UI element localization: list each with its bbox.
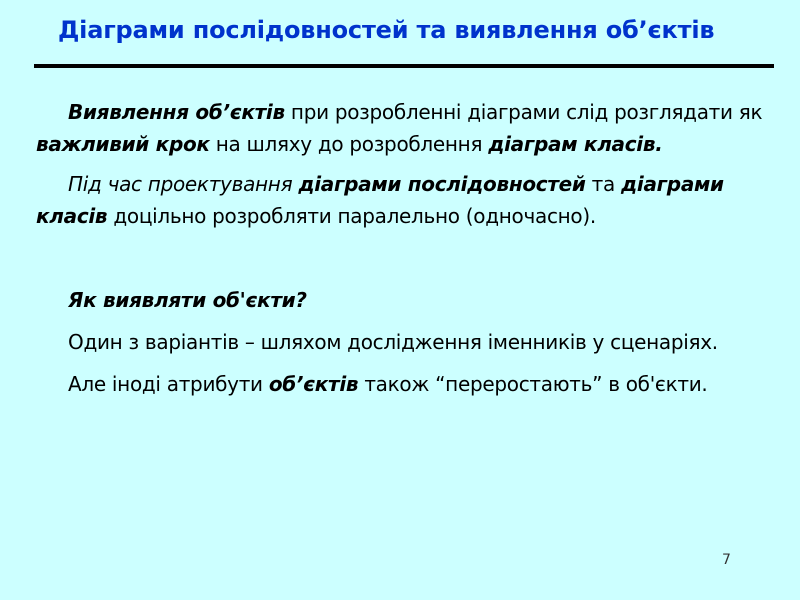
- term-class-diagrams-2: діаграми класів: [36, 172, 724, 228]
- term-objects: об’єктів: [268, 372, 359, 396]
- slide-title: Діаграми послідовностей та виявлення об’єктів: [58, 16, 715, 44]
- paragraph1-text1: при розробленні діаграми слід розглядати як: [284, 100, 763, 124]
- paragraph-parallel-design: [36, 168, 776, 232]
- answer-line-2: [36, 368, 776, 400]
- answer2-text2: також “переростають” в об'єкти.: [358, 372, 708, 396]
- term-sequence-diagrams: діаграми послідовностей: [298, 172, 586, 196]
- paragraph1-text2: на шляху до розроблення: [209, 132, 489, 156]
- term-object-discovery: Виявлення об’єктів: [68, 100, 285, 124]
- term-important-step: важливий крок: [36, 132, 210, 156]
- paragraph2-text1: Під час проектування: [68, 172, 299, 196]
- paragraph-objects-discovery: [36, 96, 776, 160]
- paragraph2-text2: та: [585, 172, 622, 196]
- paragraph2-text3: доцільно розробляти паралельно (одночасно).: [107, 204, 596, 228]
- answer-line-1: [36, 326, 776, 358]
- question-text: Як виявляти об'єкти?: [68, 288, 307, 312]
- term-class-diagrams: діаграм класів.: [488, 132, 663, 156]
- answer1-text: Один з варіантів – шляхом дослідження іменників у сценаріях.: [68, 330, 718, 354]
- answer2-text1: Але іноді атрибути: [68, 372, 269, 396]
- page-number: 7: [722, 552, 731, 568]
- question-heading: [36, 284, 776, 316]
- title-divider: [34, 64, 774, 68]
